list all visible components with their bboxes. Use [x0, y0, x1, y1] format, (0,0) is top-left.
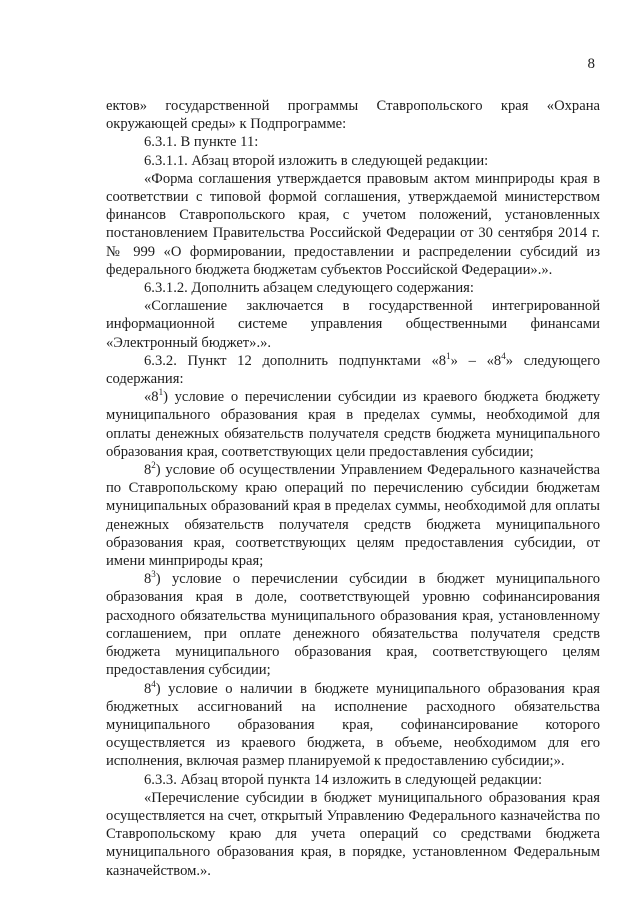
clause-6-3-1: 6.3.1. В пункте 11:: [144, 134, 259, 151]
clause-6-3-1-2: 6.3.1.2. Дополнить абзацем следующего содержания:: [144, 280, 474, 297]
clause-text: ) условие о перечислении субсидии из краевого бюджета бюджету муниципального образования края в пределах суммы, необходимой для оплаты денежных обязательств получателя средств бюджета муниципального образования края, соответствующих цели предоставления субсидии;: [106, 389, 600, 460]
clause-text: 8: [144, 571, 152, 588]
subclause-8-2: [106, 461, 600, 570]
clause-text: ) условие о перечислении субсидии в бюджет муниципального образования края в доле, соответствующей уровню софинансирования расходного обязательства муниципального образования края, установленному соглашением, при оплате денежного обязательства получателя средств бюджета муниципального образования края, соответствующего целям предоставления субсидии;: [106, 571, 600, 679]
clause-text: 8: [144, 680, 152, 697]
subsidy-transfer-paragraph: «Перечисление субсидии в бюджет муниципального образования края осуществляется на счет, открытый Управлению Федерального казначейства по Ставропольскому краю для учета операций со средствами бюджета муниципального образования края, в порядке, установленном Федеральным казначейством.».: [106, 789, 600, 879]
subclause-8-4: [106, 680, 600, 771]
superscript: 3: [151, 569, 156, 580]
clause-6-3-3: 6.3.3. Абзац второй пункта 14 изложить в следующей редакции:: [144, 771, 543, 788]
clause-text: «8: [144, 389, 159, 406]
clause-6-3-2: [106, 352, 600, 388]
page-number: 8: [587, 56, 595, 72]
clause-text: ) условие об осуществлении Управлением Федерального казначейства по Ставропольскому краю операций по перечислению субсидии бюджетам муниципальных образований края в пределах суммы, необходимой для оплаты денежных обязательств получателя средств бюджета муниципального образования края, соответствующих целям предоставления субсидии, от имени минприроды края;: [106, 462, 600, 570]
agreement-conclusion-paragraph: «Соглашение заключается в государственной интегрированной информационной системе управления общественными финансами «Электронный бюджет».».: [106, 298, 600, 351]
subclause-8-3: [106, 570, 600, 679]
superscript: 4: [501, 350, 506, 361]
clause-6-3-1-1: 6.3.1.1. Абзац второй изложить в следующей редакции:: [144, 152, 489, 169]
document-body: [106, 97, 600, 880]
clause-text: » – «8: [450, 352, 502, 369]
clause-text: 6.3.2. Пункт 12 дополнить подпунктами «8: [144, 352, 447, 369]
superscript: 1: [158, 387, 164, 398]
superscript: 4: [151, 678, 156, 689]
clause-text: 8: [144, 462, 152, 479]
clause-text: » следующего содержания:: [106, 352, 600, 388]
clause-text: ) условие о наличии в бюджете муниципального образования края бюджетных ассигнований на исполнение расходного обязательства муниципального образования края, софинансирование которого осуществляется из краевого бюджета, в объеме, необходимом для его исполнения, включая размер планируемой к предоставлению субсидии;».: [106, 680, 600, 770]
paragraph-continuation: ектов» государственной программы Ставропольского края «Охрана окружающей среды» к Подпрограмме:: [106, 98, 600, 133]
superscript: 1: [446, 350, 451, 361]
subclause-8-1: [106, 388, 600, 461]
superscript: 2: [151, 460, 156, 471]
agreement-form-paragraph: «Форма соглашения утверждается правовым актом минприроды края в соответствии с типовой формой соглашения, утверждаемой министерством финансов Ставропольского края, с учетом положений, установленных постановлением Правительства Российской Федерации от 30 сентября 2014 г. № 999 «О формировании, предоставлении и распределении субсидий из федерального бюджета бюджетам субъектов Российской Федерации».».: [106, 170, 600, 278]
